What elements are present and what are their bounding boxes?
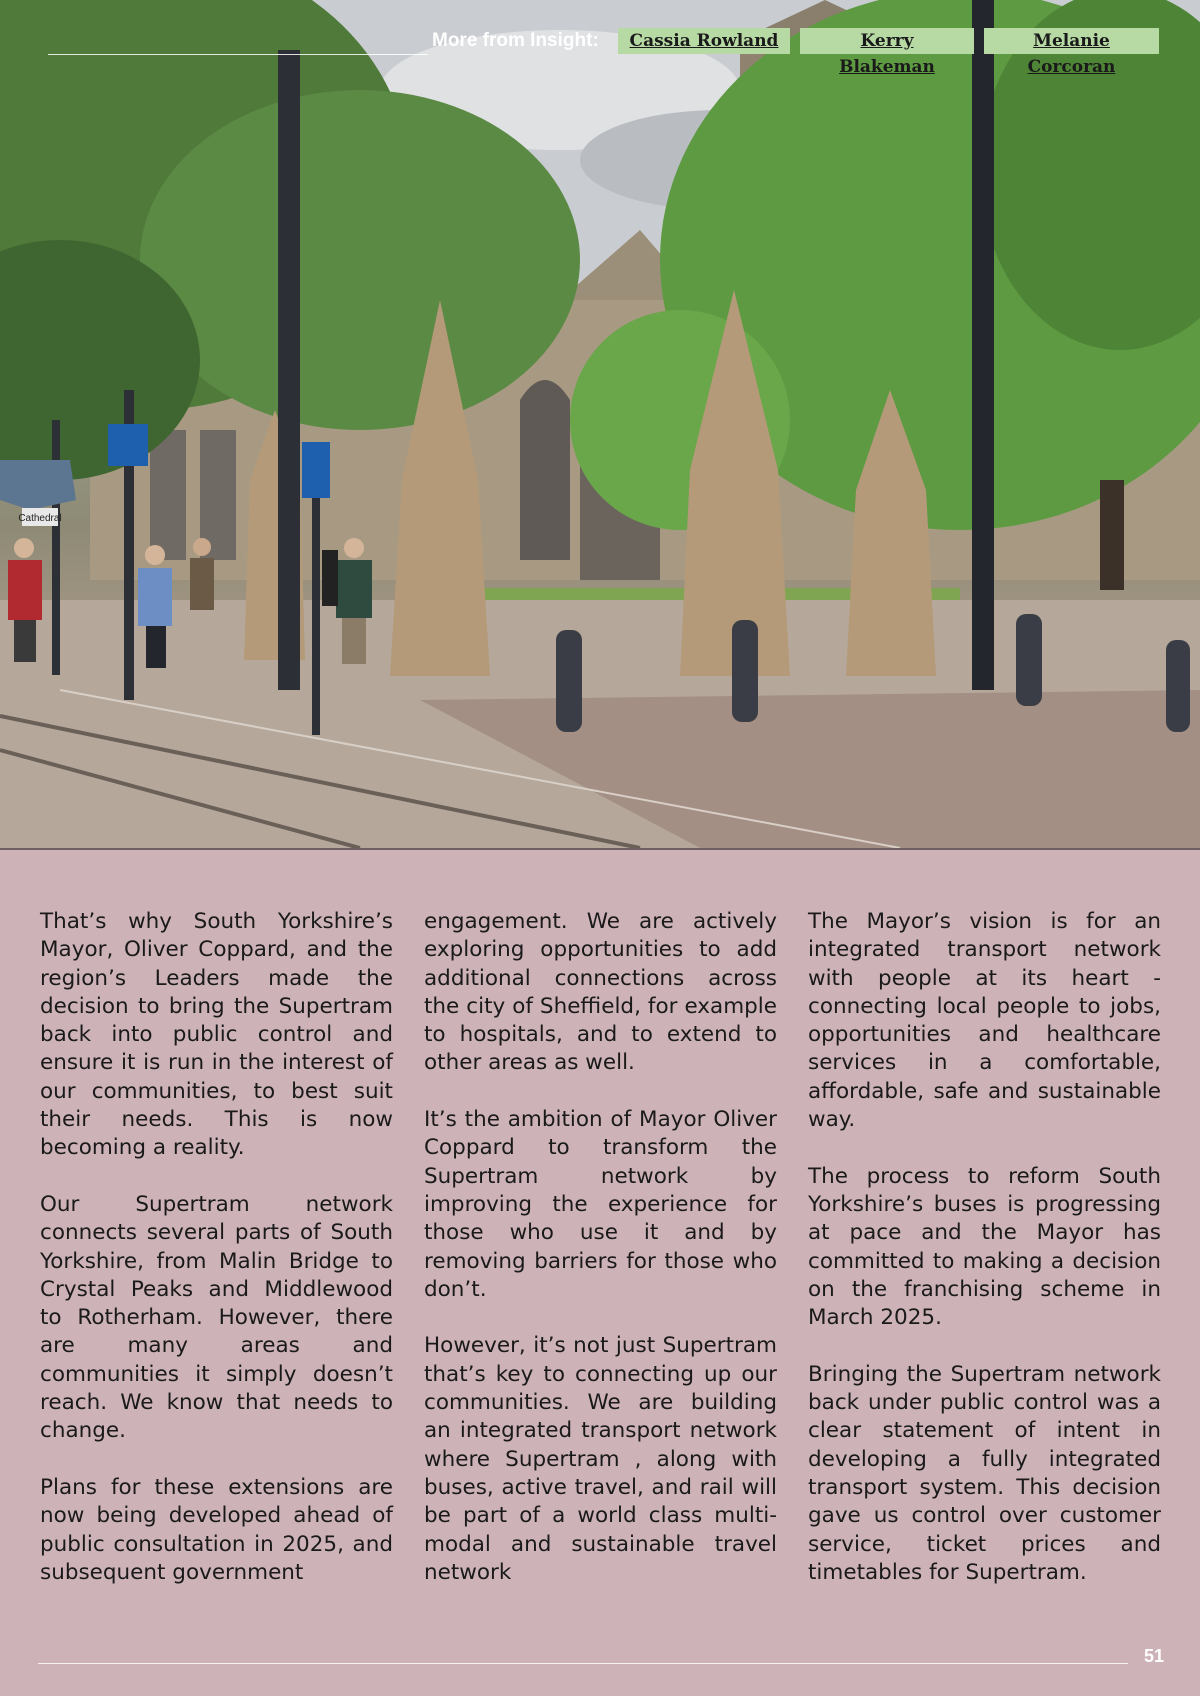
article-column-2 bbox=[424, 908, 777, 1615]
author-link-melanie-corcoran[interactable]: Melanie Corcoran bbox=[984, 28, 1159, 54]
author-link-kerry-blakeman[interactable]: Kerry Blakeman bbox=[800, 28, 974, 54]
tram-pole bbox=[972, 0, 994, 690]
header-rule bbox=[48, 54, 428, 55]
page-number: 51 bbox=[1143, 1646, 1164, 1666]
footer-rule bbox=[38, 1663, 1128, 1664]
paragraph: Plans for these extensions are now being developed ahead of public consultation in 2025, and subsequent government bbox=[40, 1474, 393, 1585]
paragraph: engagement. We are actively exploring opportunities to add additional connections across the city of Sheffield, for example to hospitals, and to extend to other areas as well. bbox=[424, 909, 777, 1076]
article-column-1 bbox=[40, 908, 393, 1615]
paragraph: However, it’s not just Supertram that’s key to connecting up our communities. We are building an integrated transport network where Supertram , along with buses, active travel, and rail will be part of a world class multi-modal and sustainable travel network bbox=[424, 1333, 777, 1585]
paragraph: The Mayor’s vision is for an integrated transport network with people at its heart - connecting local people to jobs, opportunities and healthcare services in a comfortable, affordable, safe and sustainable way. bbox=[808, 909, 1161, 1133]
lamp-post bbox=[278, 50, 300, 690]
tram-sign bbox=[108, 424, 148, 466]
paragraph: Bringing the Supertram network back under public control was a clear statement of intent in developing a fully integrated transport system. This decision gave us control over customer service, ticket prices and timetables for Supertram. bbox=[808, 1361, 1161, 1585]
paragraph: It’s the ambition of Mayor Oliver Coppard to transform the Supertram network by improving the experience for those who use it and by removing barriers for those who don’t. bbox=[424, 1107, 777, 1302]
more-from-label: More from Insight: bbox=[432, 30, 599, 51]
paragraph: Our Supertram network connects several parts of South Yorkshire, from Malin Bridge to Crystal Peaks and Middlewood to Rotherham. However, there are many areas and communities it simply doesn’t reach. We know that needs to change. bbox=[40, 1191, 393, 1444]
author-link-cassia-rowland[interactable]: Cassia Rowland bbox=[618, 28, 790, 54]
paragraph: The process to reform South Yorkshire’s buses is progressing at pace and the Mayor has committed to making a decision on the franchising scheme in March 2025. bbox=[808, 1163, 1161, 1331]
article-column-3 bbox=[808, 908, 1161, 1615]
paragraph: That’s why South Yorkshire’s Mayor, Oliver Coppard, and the region’s Leaders made the decision to bring the Supertram back into public control and ensure it is run in the interest of our communities, to best suit their needs. This is now becoming a reality. bbox=[40, 909, 393, 1161]
street-sign-text: Cathedral bbox=[18, 513, 62, 524]
